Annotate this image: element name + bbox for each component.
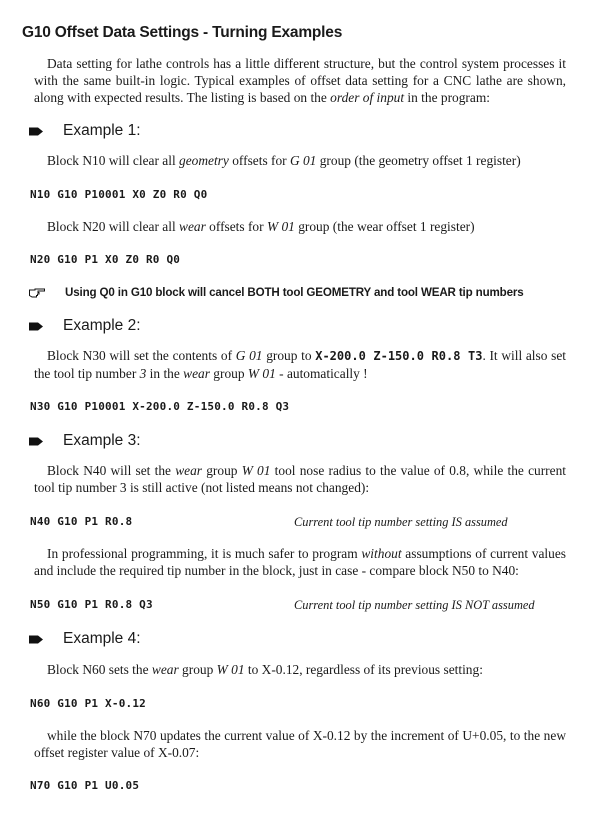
bullet-arrow-icon bbox=[29, 635, 43, 644]
code-block-n70: N70 G10 P1 U0.05 bbox=[30, 779, 140, 792]
example-2-text: Block N30 will set the contents of G 01 group to X-200.0 Z-150.0 R0.8 T3. It will also set the tool tip number 3 in the wear group W 01 - automatically ! bbox=[34, 348, 567, 381]
bullet-arrow-icon bbox=[29, 437, 43, 446]
code-comment-n40: Current tool tip number setting IS assumed bbox=[294, 515, 508, 529]
code-block-n20: N20 G10 P1 X0 Z0 R0 Q0 bbox=[30, 253, 181, 266]
code-comment-n50: Current tool tip number setting IS NOT assumed bbox=[294, 598, 535, 612]
bullet-arrow-icon bbox=[29, 127, 43, 136]
page-title: G10 Offset Data Settings - Turning Examples bbox=[22, 24, 343, 41]
pointing-hand-icon bbox=[29, 287, 45, 298]
example-4-text-2: while the block N70 updates the current value of X-0.12 by the increment of U+0.05, to the new offset register value of X-0.07: bbox=[34, 728, 566, 760]
example-3-text-1: Block N40 will set the wear group W 01 tool nose radius to the value of 0.8, while the current tool tip number 3 is still active (not listed means not changed): bbox=[34, 463, 566, 495]
example-1-text-1: Block N10 will clear all geometry offsets for G 01 group (the geometry offset 1 register) bbox=[47, 153, 521, 168]
code-block-n60: N60 G10 P1 X-0.12 bbox=[30, 697, 146, 710]
example-4-text-1: Block N60 sets the wear group W 01 to X-0.12, regardless of its previous setting: bbox=[47, 662, 483, 677]
code-block-n50: N50 G10 P1 R0.8 Q3 bbox=[30, 598, 153, 611]
intro-paragraph: Data setting for lathe controls has a little different structure, but the control system processes it with the same built-in logic. Typical examples of offset data setting for a CNC lathe are shown, along with expected results. The listing is based on the order of input in the program: bbox=[34, 56, 566, 105]
code-block-n30: N30 G10 P10001 X-200.0 Z-150.0 R0.8 Q3 bbox=[30, 400, 290, 413]
code-block-n40: N40 G10 P1 R0.8 bbox=[30, 515, 133, 528]
document-page: G10 Offset Data Settings - Turning Examples Data setting for lathe controls has a little different structure, but the control system processes it with the same built-in logic. Typical examples of offset data setting for a CNC lathe are shown, along with expected results. The listing is based on the order of input in the program: Example 1: Block N10 will clear all geometry offsets for G 01 group (the geometry offset 1 register) N10 G10 P10001 X0 Z0 R0 Q0 Block N20 will clear all wear offsets for W 01 group (the wear offset 1 register) N20 G10 P1 X0 Z0 R0 Q0 Using Q0 in G10 block will cancel BOTH tool GEOMETRY and tool WEAR tip numbers Example 2: Block N30 will set the contents of G 01 group to X-200.0 Z-150.0 R0.8 T3. It will also set the tool tip number 3 in the wear group W 01 - automatically ! N30 G10 P10001 X-200.0 Z-150.0 R0.8 Q3 Example 3: Block N40 will set the wear group W 01 tool nose radius to the value of 0.8, while the current tool tip number 3 is still active (not listed means not changed): N40 G10 P1 R0.8 Current tool tip number setting IS assumed In professional programming, it is much safer to program without assumptions of current values and include the required tip number in the block, just in case - compare block N50 to N40: N50 G10 P1 R0.8 Q3 Current tool tip number setting IS NOT assumed Example 4: Block N60 sets the wear group W 01 to X-0.12, regardless of its previous setting: N60 G10 P1 X-0.12 while the block N70 updates the current value of X-0.12 by the increment of U+0.05, to the new offset register value of X-0.07: N70 G10 P1 U0.05 bbox=[22, 24, 567, 792]
example-3-text-2: In professional programming, it is much safer to program without assumptions of current values and include the required tip number in the block, just in case - compare block N50 to N40: bbox=[34, 546, 566, 578]
code-block-n10: N10 G10 P10001 X0 Z0 R0 Q0 bbox=[30, 188, 208, 201]
bullet-arrow-icon bbox=[29, 322, 43, 331]
example-1-text-2: Block N20 will clear all wear offsets for W 01 group (the wear offset 1 register) bbox=[47, 219, 475, 234]
